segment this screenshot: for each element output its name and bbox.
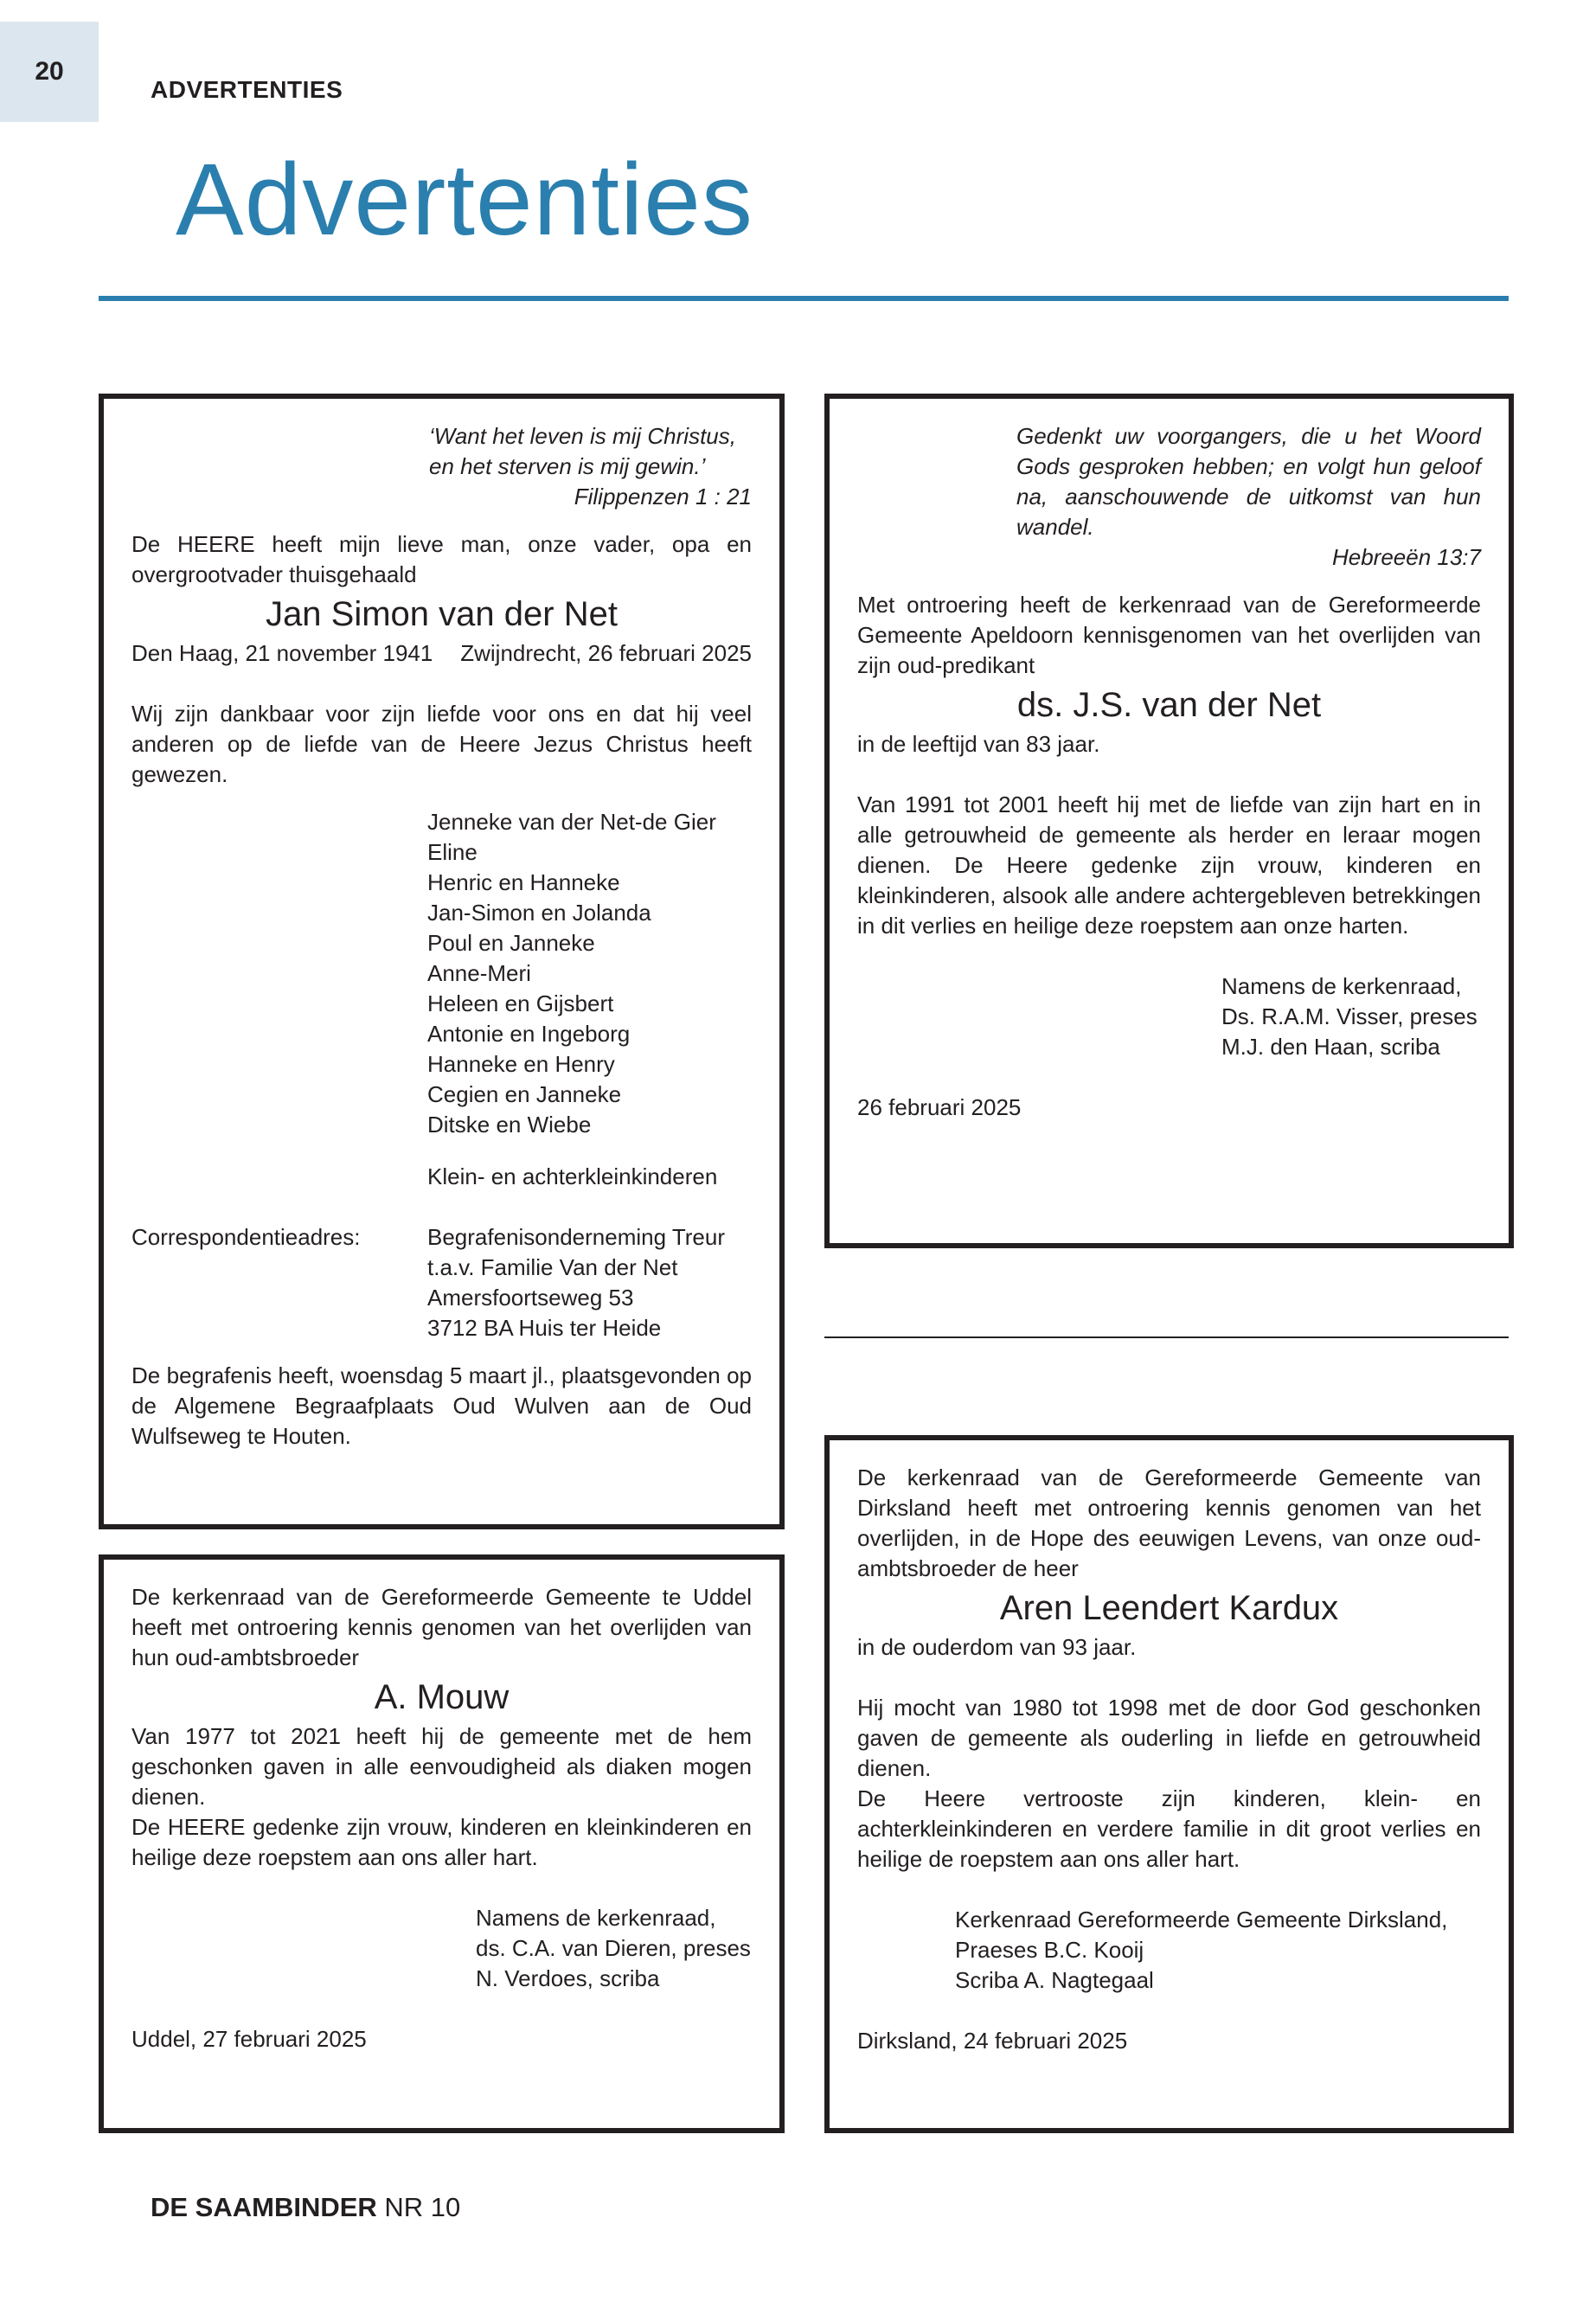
bible-quote	[429, 421, 752, 512]
signature-line: Praeses B.C. Kooij	[955, 1937, 1144, 1963]
ad-intro: De kerkenraad van de Gereformeerde Gemeente te Uddel heeft met ontroering kennis genomen van het overlijden van hun oud-ambtsbroeder	[131, 1584, 752, 1670]
age-info: in de leeftijd van 83 jaar.	[857, 731, 1100, 757]
family-member: Jenneke van der Net-de Gier	[427, 809, 716, 835]
family-member: Antonie en Ingeborg	[427, 1021, 631, 1047]
quote-line: ‘Want het leven is mij Christus,	[429, 423, 736, 449]
deceased-name: Jan Simon van der Net	[266, 595, 618, 633]
ad-body: De Heere vertrooste zijn kinderen, klein- en achterkleinkinderen en verdere familie in dit groot verlies en heilige de roepstem aan ons aller hart.	[857, 1785, 1481, 1872]
correspondence-address	[131, 1222, 752, 1343]
quote-text: Gedenkt uw voorgangers, die u het Woord Gods gesproken hebben; en volgt hun geloof na, aanschouwende de uitkomst van hun wandel.	[1016, 423, 1481, 540]
family-list	[427, 807, 752, 1192]
family-member: Eline	[427, 839, 478, 865]
age-info: in de ouderdom van 93 jaar.	[857, 1634, 1137, 1660]
page-title: Advertenties	[176, 143, 753, 257]
deceased-name: A. Mouw	[374, 1678, 510, 1716]
signature-line: M.J. den Haan, scriba	[1221, 1034, 1440, 1060]
ad-intro: De HEERE heeft mijn lieve man, onze vader, opa en overgrootvader thuisgehaald	[131, 531, 752, 587]
address-line: 3712 BA Huis ter Heide	[427, 1315, 662, 1341]
ad-jan-simon-van-der-net	[99, 394, 785, 1529]
quote-line: en het sterven is mij gewin.’	[429, 453, 706, 479]
ad-intro: Met ontroering heeft de kerkenraad van de Gereformeerde Gemeente Apeldoorn kennisgenomen van het overlijden van zijn oud-predikant	[857, 592, 1481, 678]
signature-line: Kerkenraad Gereformeerde Gemeente Dirksland,	[955, 1907, 1448, 1932]
address-line: t.a.v. Familie Van der Net	[427, 1254, 678, 1280]
address-line: Begrafenisonderneming Treur	[427, 1224, 725, 1250]
ad-a-mouw	[99, 1554, 785, 2133]
quote-reference: Hebreeën 13:7	[1331, 544, 1481, 570]
quote-reference: Filippenzen 1 : 21	[574, 484, 752, 510]
birth-death-row	[131, 638, 752, 669]
ad-date: Dirksland, 24 februari 2025	[857, 2028, 1128, 2054]
ad-body: Van 1991 tot 2001 heeft hij met de liefde van zijn hart en in alle getrouwheid de gemeente als herder en leraar mogen dienen. De Heere gedenke zijn vrouw, kinderen en kleinkinderen, alsook alle andere achtergebleven betrekkingen in dit verlies en heilige deze roepstem aan onze harten.	[857, 792, 1481, 939]
ad-body: De HEERE gedenke zijn vrouw, kinderen en kleinkinderen en heilige deze roepstem aan ons aller hart.	[131, 1814, 752, 1870]
magazine-name: DE SAAMBINDER	[151, 2192, 377, 2222]
ad-aren-leendert-kardux	[824, 1435, 1514, 2133]
family-member: Heleen en Gijsbert	[427, 990, 614, 1016]
issue-number: NR 10	[384, 2192, 461, 2222]
column-separator	[824, 1336, 1509, 1338]
page-footer	[151, 2192, 460, 2223]
ad-date: 26 februari 2025	[857, 1094, 1022, 1120]
signature	[1221, 971, 1481, 1062]
deceased-name: Aren Leendert Kardux	[999, 1589, 1339, 1627]
signature-line: ds. C.A. van Dieren, preses	[476, 1935, 751, 1961]
ad-body: Van 1977 tot 2021 heeft hij de gemeente met de hem geschonken gaven in alle eenvoudigheid als diaken mogen dienen.	[131, 1723, 752, 1810]
signature-line: Namens de kerkenraad,	[476, 1905, 716, 1931]
family-member: Henric en Hanneke	[427, 869, 620, 895]
signature	[476, 1903, 752, 1994]
signature-line: Scriba A. Nagtegaal	[955, 1967, 1154, 1993]
ad-date: Uddel, 27 februari 2025	[131, 2026, 367, 2052]
ad-ds-js-van-der-net	[824, 394, 1514, 1248]
family-member: Jan-Simon en Jolanda	[427, 900, 651, 926]
family-member: Anne-Meri	[427, 960, 531, 986]
signature-line: N. Verdoes, scriba	[476, 1965, 660, 1991]
ad-intro: De kerkenraad van de Gereformeerde Gemeente van Dirksland heeft met ontroering kennis genomen van het overlijden, in de Hope des eeuwigen Levens, van onze oud-ambtsbroeder de heer	[857, 1465, 1481, 1581]
bible-quote	[1016, 421, 1481, 573]
deceased-name: ds. J.S. van der Net	[1016, 686, 1322, 724]
signature-line: Ds. R.A.M. Visser, preses	[1221, 1003, 1477, 1029]
family-member: Cegien en Janneke	[427, 1081, 622, 1107]
section-label: ADVERTENTIES	[151, 76, 343, 103]
family-member: Poul en Janneke	[427, 930, 595, 956]
title-divider	[99, 296, 1509, 301]
address-line: Amersfoortseweg 53	[427, 1285, 634, 1311]
grandchildren: Klein- en achterkleinkinderen	[427, 1163, 718, 1189]
family-member: Ditske en Wiebe	[427, 1112, 592, 1138]
ad-gratitude: Wij zijn dankbaar voor zijn liefde voor ons en dat hij veel anderen op de liefde van de Heere Jezus Christus heeft gewezen.	[131, 701, 752, 787]
correspondence-label: Correspondentieadres:	[131, 1224, 361, 1250]
ad-body: Hij mocht van 1980 tot 1998 met de door God geschonken gaven de gemeente als ouderling in liefde en getrouwheid dienen.	[857, 1695, 1481, 1781]
page-number: 20	[0, 22, 99, 122]
death-info: Zwijndrecht, 26 februari 2025	[460, 640, 752, 666]
funeral-info: De begrafenis heeft, woensdag 5 maart jl., plaatsgevonden op de Algemene Begraafplaats Oud Wulven aan de Oud Wulfseweg te Houten.	[131, 1362, 752, 1449]
family-member: Hanneke en Henry	[427, 1051, 615, 1077]
signature-line: Namens de kerkenraad,	[1221, 973, 1462, 999]
birth-info: Den Haag, 21 november 1941	[131, 640, 433, 666]
signature	[955, 1905, 1481, 1996]
